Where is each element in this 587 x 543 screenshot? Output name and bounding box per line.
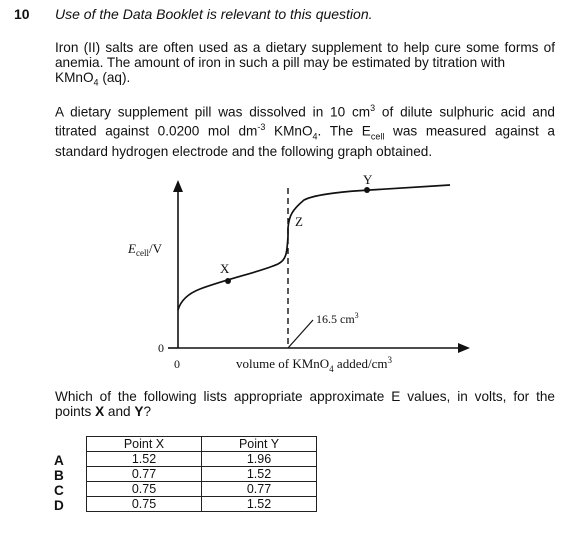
intro-paragraph xyxy=(55,40,555,91)
para2-line1-post: of dilute sulphuric acid and xyxy=(375,104,555,120)
cell-b-y: 1.52 xyxy=(202,467,317,482)
para2-line1-pre: A dietary supplement pill was dissolved in 10 cm xyxy=(55,104,371,120)
table-header-row xyxy=(87,437,317,452)
para2-line2-b: KMnO xyxy=(265,123,313,139)
option-a[interactable]: A xyxy=(54,453,64,468)
header-point-y: Point Y xyxy=(202,437,317,452)
question-line1: Which of the following lists appropriate approximate E values, in volts, for the xyxy=(55,389,555,404)
para2-sub-cell: cell xyxy=(370,130,385,141)
titration-graph xyxy=(110,170,480,380)
header-point-x: Point X xyxy=(87,437,202,452)
option-d[interactable]: D xyxy=(54,498,64,513)
para1-sub4: 4 xyxy=(93,77,99,88)
question-mark: ? xyxy=(143,404,152,419)
answer-table xyxy=(86,436,317,512)
cell-c-x: 0.75 xyxy=(87,482,202,497)
option-c[interactable]: C xyxy=(54,483,64,498)
question-and: and xyxy=(104,404,135,419)
point-z-label: Z xyxy=(295,214,303,229)
point-x-marker xyxy=(225,278,231,284)
table-row xyxy=(87,467,317,482)
endpoint-leader xyxy=(288,320,313,348)
data-booklet-note: Use of the Data Booklet is relevant to this question. xyxy=(55,6,373,22)
y-axis-arrow xyxy=(173,180,183,192)
para1-line2: anemia. The amount of iron in such a pill may be estimated by titration with xyxy=(55,55,506,70)
question-number: 10 xyxy=(14,6,30,22)
cell-b-x: 0.77 xyxy=(87,467,202,482)
point-y-label: Y xyxy=(363,172,373,187)
question-point-x: X xyxy=(95,404,105,419)
method-paragraph xyxy=(55,101,555,159)
option-b[interactable]: B xyxy=(54,468,64,483)
table-row xyxy=(87,497,317,512)
para1-line3-pre: KMnO xyxy=(55,70,94,85)
para1-line1: Iron (II) salts are often used as a dietary supplement to help cure some forms of xyxy=(55,40,555,55)
point-x-label: X xyxy=(220,261,230,276)
ylabel: $E_{cell}/V$ xyxy=(128,241,162,258)
para2-line2-c: . The E xyxy=(317,123,371,139)
para2-sup3: 3 xyxy=(370,103,376,113)
table-row xyxy=(87,452,317,467)
cell-c-y: 0.77 xyxy=(202,482,317,497)
endpoint-volume-label: 16.5 $cm^3$ xyxy=(316,311,359,326)
para2-line3: standard hydrogen electrode and the following graph obtained. xyxy=(55,143,433,159)
para2-line2-a: titrated against 0.0200 mol dm xyxy=(55,123,258,139)
x-zero-label: 0 xyxy=(174,357,180,371)
cell-d-x: 0.75 xyxy=(87,497,202,512)
x-axis-arrow xyxy=(458,343,470,353)
para2-sub4: 4 xyxy=(312,130,318,141)
point-y-marker xyxy=(364,187,370,193)
y-zero-label: 0 xyxy=(158,341,164,355)
cell-d-y: 1.52 xyxy=(202,497,317,512)
question-line2-pre: points xyxy=(55,404,96,419)
question-text xyxy=(55,389,555,419)
para2-sup-neg3: -3 xyxy=(257,121,266,132)
para1-line3-post: (aq). xyxy=(98,70,131,85)
para2-line2-d: was measured against a xyxy=(384,123,555,139)
xlabel: volume of KMnO$_4$ added/$cm^3$ xyxy=(236,355,392,374)
question-point-y: Y xyxy=(134,404,144,419)
cell-a-x: 1.52 xyxy=(87,452,202,467)
cell-a-y: 1.96 xyxy=(202,452,317,467)
table-row xyxy=(87,482,317,497)
titration-curve xyxy=(178,185,450,310)
option-letters xyxy=(54,453,64,513)
